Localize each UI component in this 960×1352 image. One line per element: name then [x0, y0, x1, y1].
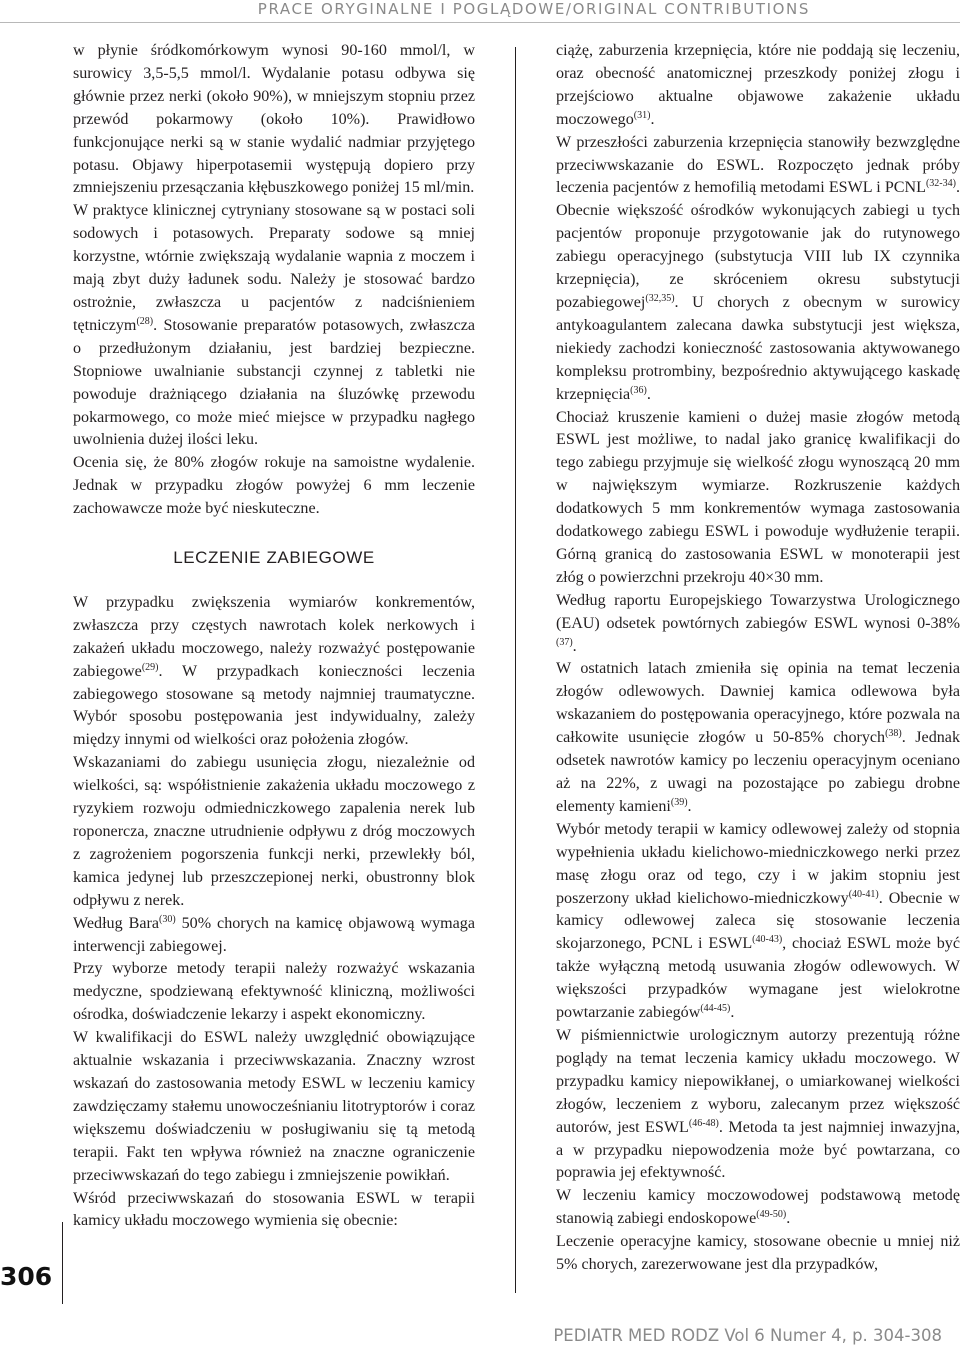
paragraph: w płynie śródkomórkowym wynosi 90-160 mmol/l, w surowicy 3,5-5,5 mmol/l. Wydalanie potasu odbywa się głównie przez nerki (około 90%), w mniejszym stopniu przez przewód pokarmowy (około 10%). Prawidłowo funkcjonujące nerki są w stanie wydalić nadmiar przyjętego potasu. Objawy hiperpotasemii występują dopiero przy zmniejszeniu przesączania kłębuszkowego poniżej 15 ml/min. [73, 42, 475, 197]
text-run: . W przypadkach konieczności leczenia zabiegowego stosowane są metody najmniej traumatyczne. Wybór sposobu postępowania jest indywidualny, zależy między innymi od wielkości oraz położenia złogów. [73, 662, 475, 749]
text-run: . U chorych z obecnym w surowicy antykoagulantem zalecana dawka substytucji jest większa, niekiedy zachodzi konieczność zastosowania aktywowanego kompleksu protrombiny, bezpośrednio aktywującego kaskadę krzepnięcia [556, 293, 960, 403]
header-rule [0, 22, 960, 23]
text-run: . [646, 385, 651, 403]
text-run: , chociaż ESWL może być także wyłączną metodą usuwania złogów odlewowych. W większości przypadków wymagane jest wielokrotne powtarzanie zabiegów [556, 935, 960, 1022]
paragraph [556, 1185, 960, 1231]
citation: (29) [141, 661, 159, 673]
text-run: W przypadku zwiększenia wymiarów konkrementów, zwłaszcza przy częstych nawrotach kolek nerkowych i zakażeń układu moczowego, należy rozważyć postępowanie zabiegowe [73, 593, 475, 680]
text-run: . [730, 1004, 735, 1022]
citation: (44-45) [700, 1003, 731, 1015]
text-run: W przeszłości zaburzenia krzepnięcia stanowiły bezwzględne przeciwwskazanie do ESWL. Rozpoczęto jednak próby leczenia pacjentów z hemofilią metodami ESWL i PCNL [556, 133, 960, 197]
paragraph [73, 592, 475, 752]
paragraph: Leczenie operacyjne kamicy, stosowane obecnie u mniej niż 5% chorych, zarezerwowane jest dla przypadków, [556, 1233, 960, 1274]
paragraph [556, 132, 960, 407]
text-run: . [650, 110, 655, 128]
citation: (38) [885, 728, 902, 740]
text-run: Według Bara [73, 914, 159, 932]
journal-footer: PEDIATR MED RODZ Vol 6 Numer 4, p. 304-308 [553, 1326, 942, 1345]
citation: (32-34) [925, 178, 956, 190]
text-run: W piśmiennictwie urologicznym autorzy prezentują różne poglądy na temat leczenia kamicy układu moczowego. W przypadku kamicy niepowikłanej, o umiarkowanej wielkości złogów, leczeniem z wyboru, zalecanym przez większość autorów, jest ESWL [556, 1026, 960, 1136]
text-run: . Stosowanie preparatów potasowych, zwłaszcza o przedłużonym działaniu, jest bardziej bezpieczne. Stopniowe uwalnianie substancji czynnej z tabletki nie powoduje drażniącego działania na śluzówkę przewodu pokarmowego, co może mieć miejsce w przypadku nagłego uwolnienia dużej ilości leku. [73, 316, 475, 449]
text-run: . Jednak odsetek nawrotów kamicy po leczeniu operacyjnym oceniano aż na 22%, z uwagi na pozostające po zabiegu drobne elementy kamieni [556, 729, 960, 815]
paragraph [556, 819, 960, 1025]
paragraph: Ocenia się, że 80% złogów rokuje na samoistne wydalenie. Jednak w przypadku złogów powyżej 6 mm leczenie zachowawcze może być nieskuteczne. [73, 454, 475, 518]
citation: (46-48) [688, 1117, 719, 1129]
text-run: ciążę, zaburzenia krzepnięcia, które nie poddają się leczeniu, oraz obecność anatomicznej przeszkody poniżej złogu i przejściowo aktualne objawowe zakażenie układu moczowego [556, 42, 960, 128]
text-run: Wybór metody terapii w kamicy odlewowej zależy od stopnia wypełnienia układu kielichowo-miedniczkowego nerki przez masę złogu oraz od tego, czy i w jakim stopniu jest poszerzony układ kielichowo-miedniczkowy [556, 820, 960, 907]
citation: (30) [158, 913, 176, 925]
paragraph [556, 590, 960, 659]
text-run: . [687, 797, 692, 815]
column-divider [515, 47, 516, 1293]
citation: (40-41) [848, 888, 879, 900]
citation: (37) [556, 636, 573, 648]
text-run: 50% chorych na kamicę objawową wymaga interwencji zabiegowej. [73, 914, 475, 955]
text-run: . Obecnie większość ośrodków wykonujących zabiegi u tych pacjentów proponuje przygotowanie jak do rutynowego zabiegu operacyjnego (substytucja VIII lub IX czynnika krzepnięcia), ze skróceniem okresu substytucji pozabiegowej [556, 179, 960, 311]
citation: (31) [633, 109, 651, 121]
citation: (49-50) [756, 1209, 787, 1221]
text-run: . Obecnie w kamicy odlewowej zaleca się stosowanie leczenia skojarzonego, PCNL i ESWL [556, 889, 960, 953]
citation: (40-43) [752, 934, 783, 946]
section-title: LECZENIE ZABIEGOWE [173, 548, 375, 568]
text-run: . [786, 1210, 791, 1228]
page-number-rule [62, 1222, 63, 1304]
right-column [556, 40, 960, 1277]
running-header: PRACE ORYGINALNE I POGLĄDOWE/ORIGINAL CONTRIBUTIONS [257, 0, 810, 18]
page-number: 306 [0, 1262, 53, 1291]
paragraph: Przy wyborze metody terapii należy rozważyć wskazania medyczne, spodziewaną efektywność kliniczną, możliwości ośrodka, doświadczenie lekarzy i aspekt ekonomiczny. [73, 960, 475, 1024]
paragraph: Wśród przeciwwskazań do stosowania ESWL w terapii kamicy układu moczowego wymienia się obecnie: [73, 1189, 475, 1230]
paragraph [73, 913, 475, 959]
paragraph: W kwalifikacji do ESWL należy uwzględnić obowiązujące aktualnie wskazania i przeciwwskazania. Znaczny wzrost wskazań do zastosowania metody ESWL w leczeniu kamicy zawdzięczamy stałemu unowocześnianiu litotryptorów i coraz większemu doświadczeniu w posługiwaniu się tą metodą terapii. Fakt ten wpływa również na znaczne ograniczenie przeciwwskazań do tego zabiegu i zmniejszenie powikłań. [73, 1029, 475, 1184]
citation: (39) [670, 796, 688, 808]
left-column [73, 40, 475, 1233]
citation: (28) [136, 315, 154, 327]
text-run: W ostatnich latach zmieniła się opinia na temat leczenia złogów odlewowych. Dawniej kamica odlewowa była wskazaniem do postępowania operacyjnego, które pozwala na całkowite usunięcie złogów u 50-85% chorych [556, 660, 960, 747]
paragraph [556, 40, 960, 132]
paragraph [73, 200, 475, 452]
paragraph: Wskazaniami do zabiegu usunięcia złogu, niezależnie od wielkości, są: współistnienie zakażenia układu moczowego z ryzykiem rozwoju odmiedniczkowego zapalenia nerek lub roponercza, znaczne utrudnienie odpływu z dróg moczowych z zagrożeniem pogorszenia funkcji nerki, przewlekły ból, kamica jedynej lub przeszczepionej nerki, obustronny blok odpływu z nerek. [73, 754, 475, 909]
paragraph [556, 1025, 960, 1185]
text-run: W praktyce klinicznej cytryniany stosowane są w postaci soli sodowych i potasowych. Preparaty sodowe są mniej korzystne, wtórnie zwiększają wydalanie wapnia z moczem i mają zbyt duży ładunek sodu. Należy je stosować bardzo ostrożnie, zwłaszcza u pacjentów z nadciśnieniem tętniczym [73, 202, 475, 334]
citation: (36) [630, 384, 647, 396]
paragraph [556, 658, 960, 818]
text-run: Według raportu Europejskiego Towarzystwa Urologicznego (EAU) odsetek powtórnych zabiegów ESWL wynosi 0-38% [556, 591, 960, 632]
paragraph: Chociaż kruszenie kamieni o dużej masie złogów metodą ESWL jest możliwe, to nadal jako granicę kwalifikacji do tego zabiegu przyjmuje się wielkość złogu wynoszącą 20 mm w największym wymiarze. Rozkruszenie każdych dodatkowych 5 mm konkrementów wymaga zastosowania dodatkowego zabiegu ESWL i powoduje wydłużenie terapii. Górną granicą do zastosowania ESWL w monoterapii jest złóg o powierzchni przekroju 40×30 mm. [556, 408, 960, 586]
text-run: . Metoda ta jest najmniej inwazyjna, a w przypadku niepowodzenia może być powtarzana, co poprawia jej efektywność. [556, 1118, 960, 1182]
citation: (32,35) [645, 292, 675, 304]
text-run: . [572, 637, 577, 655]
text-run: W leczeniu kamicy moczowodowej podstawową metodę stanowią zabiegi endoskopowe [556, 1187, 960, 1228]
